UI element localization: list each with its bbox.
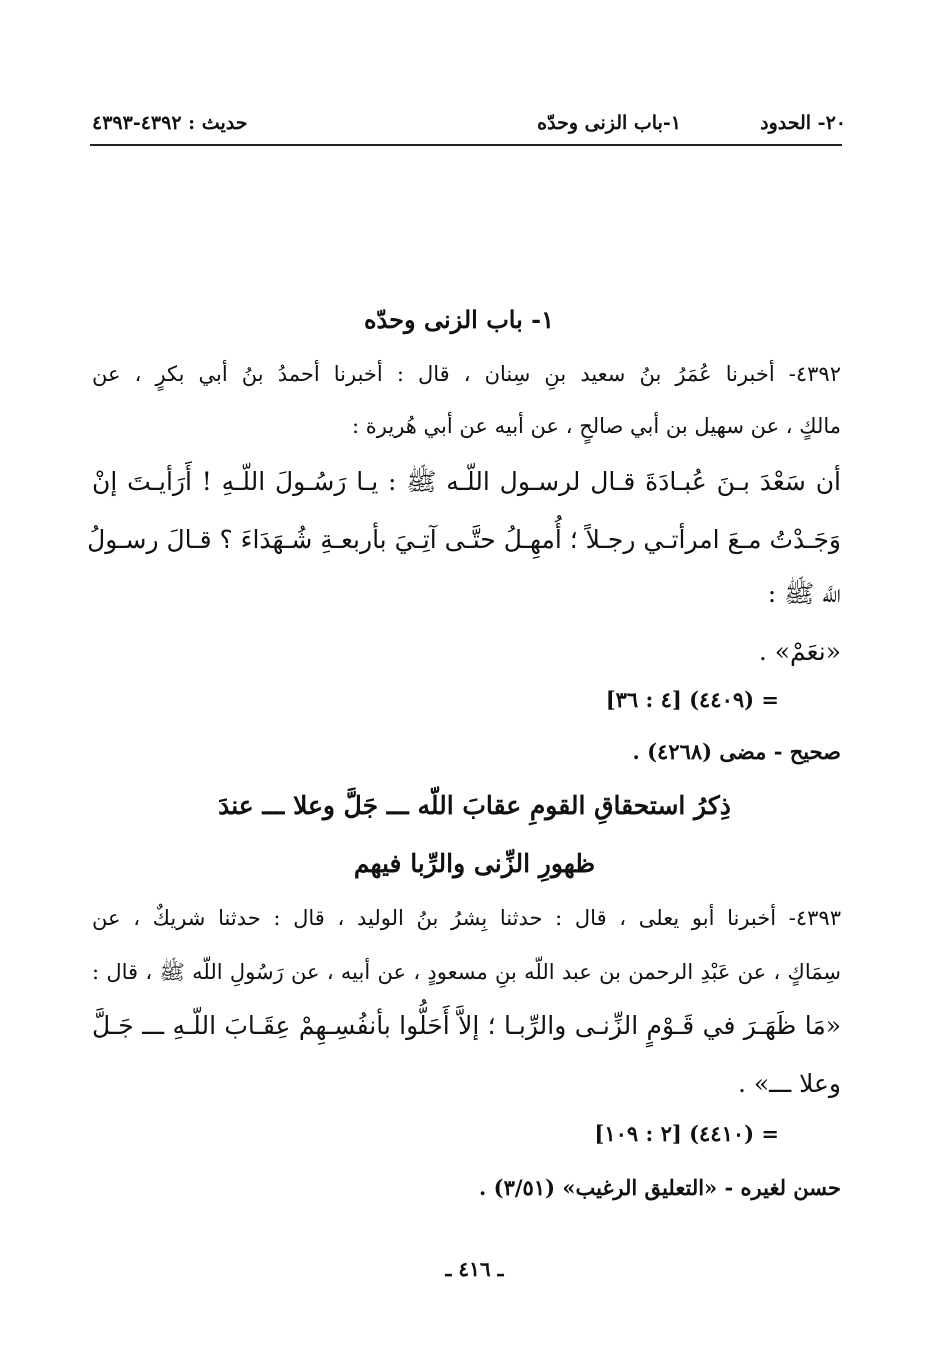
hadith-4392-isnad-line1: ٤٣٩٢- أخبرنا عُمَرُ بنُ سعيد بنِ سِنان ، قال : أخبرنا أحمدُ بنُ أبي بكرٍ ، عن xyxy=(92,362,841,386)
hadith-4393-isnad-line1: ٤٣٩٣- أخبرنا أبو يعلى ، قال : حدثنا بِشرُ بنُ الوليد ، قال : حدثنا شريكٌ ، عن xyxy=(92,906,841,930)
hadith-4393-isnad-line2: سِمَاكٍ ، عن عَبْدِ الرحمن بن عبد اللّه بنِ مسعودٍ ، عن أبيه ، عن رَسُولِ اللّه ﷺ ، قال : xyxy=(92,960,841,984)
hadith-4392-matn-line1: أن سَعْدَ بـنَ عُبـادَةَ قـال لرسـول اللّـه ﷺ : يـا رَسُـولَ اللّـهِ ! أَرَأيـتَ إنْ xyxy=(92,467,841,496)
hadith-4392-answer: «نعَمْ» . xyxy=(758,637,841,666)
hadith-4392-reference: = (٤٤٠٩) [٤ : ٣٦] xyxy=(605,687,779,712)
section-heading-line1: ذِكرُ استحقاقِ القومِ عقابَ اللّه ـــ جَلَّ وعلا ـــ عندَ xyxy=(218,791,731,820)
hadith-4393-matn-line1: «مَا ظَهَـرَ في قَـوْمٍ الزِّنـى والرِّبـا ؛ إلاَّ أَحَلُّوا بأنفُسِـهِمْ عِقَـابَ اللّـهِ ـــ جَـلَّ xyxy=(92,1011,842,1040)
page-number: ـ ٤١٦ ـ xyxy=(445,1257,504,1281)
hadith-4393-reference: = (٤٤١٠) [٢ : ١٠٩] xyxy=(594,1121,779,1146)
running-header-book: ٢٠- الحدود xyxy=(760,112,846,134)
chapter-title: ١- باب الزنى وحدّه xyxy=(363,305,554,334)
hadith-4393-grade: حسن لغيره - «التعليق الرغيب» (٣/٥١) . xyxy=(479,1175,841,1200)
running-header-hadith-range: حديث : ٤٣٩٢-٤٣٩٣ xyxy=(92,112,248,134)
hadith-4392-isnad-line2: مالكٍ ، عن سهيل بن أبي صالحٍ ، عن أبيه عن أبي هُريرة : xyxy=(352,414,841,438)
hadith-4392-matn-line2: وَجَـدْتُ مـعَ امرأتـي رجـلاً ؛ أُمهِـلُ حتَّـى آتِـيَ بأربعـةِ شُـهَدَاءَ ؟ قـالَ رسـولُ xyxy=(87,525,841,554)
hadith-4392-matn-line3: اللَّه ﷺ : xyxy=(767,579,841,608)
header-rule xyxy=(90,144,842,146)
hadith-4393-matn-line2: وعلا ـــ» . xyxy=(737,1069,841,1098)
hadith-4392-grade: صحيح - مضى (٤٢٦٨) . xyxy=(632,739,841,764)
section-heading-line2: ظهورِ الزِّنى والرِّبا فيهم xyxy=(353,849,596,878)
running-header-chapter: ١-باب الزنى وحدّه xyxy=(537,112,681,134)
